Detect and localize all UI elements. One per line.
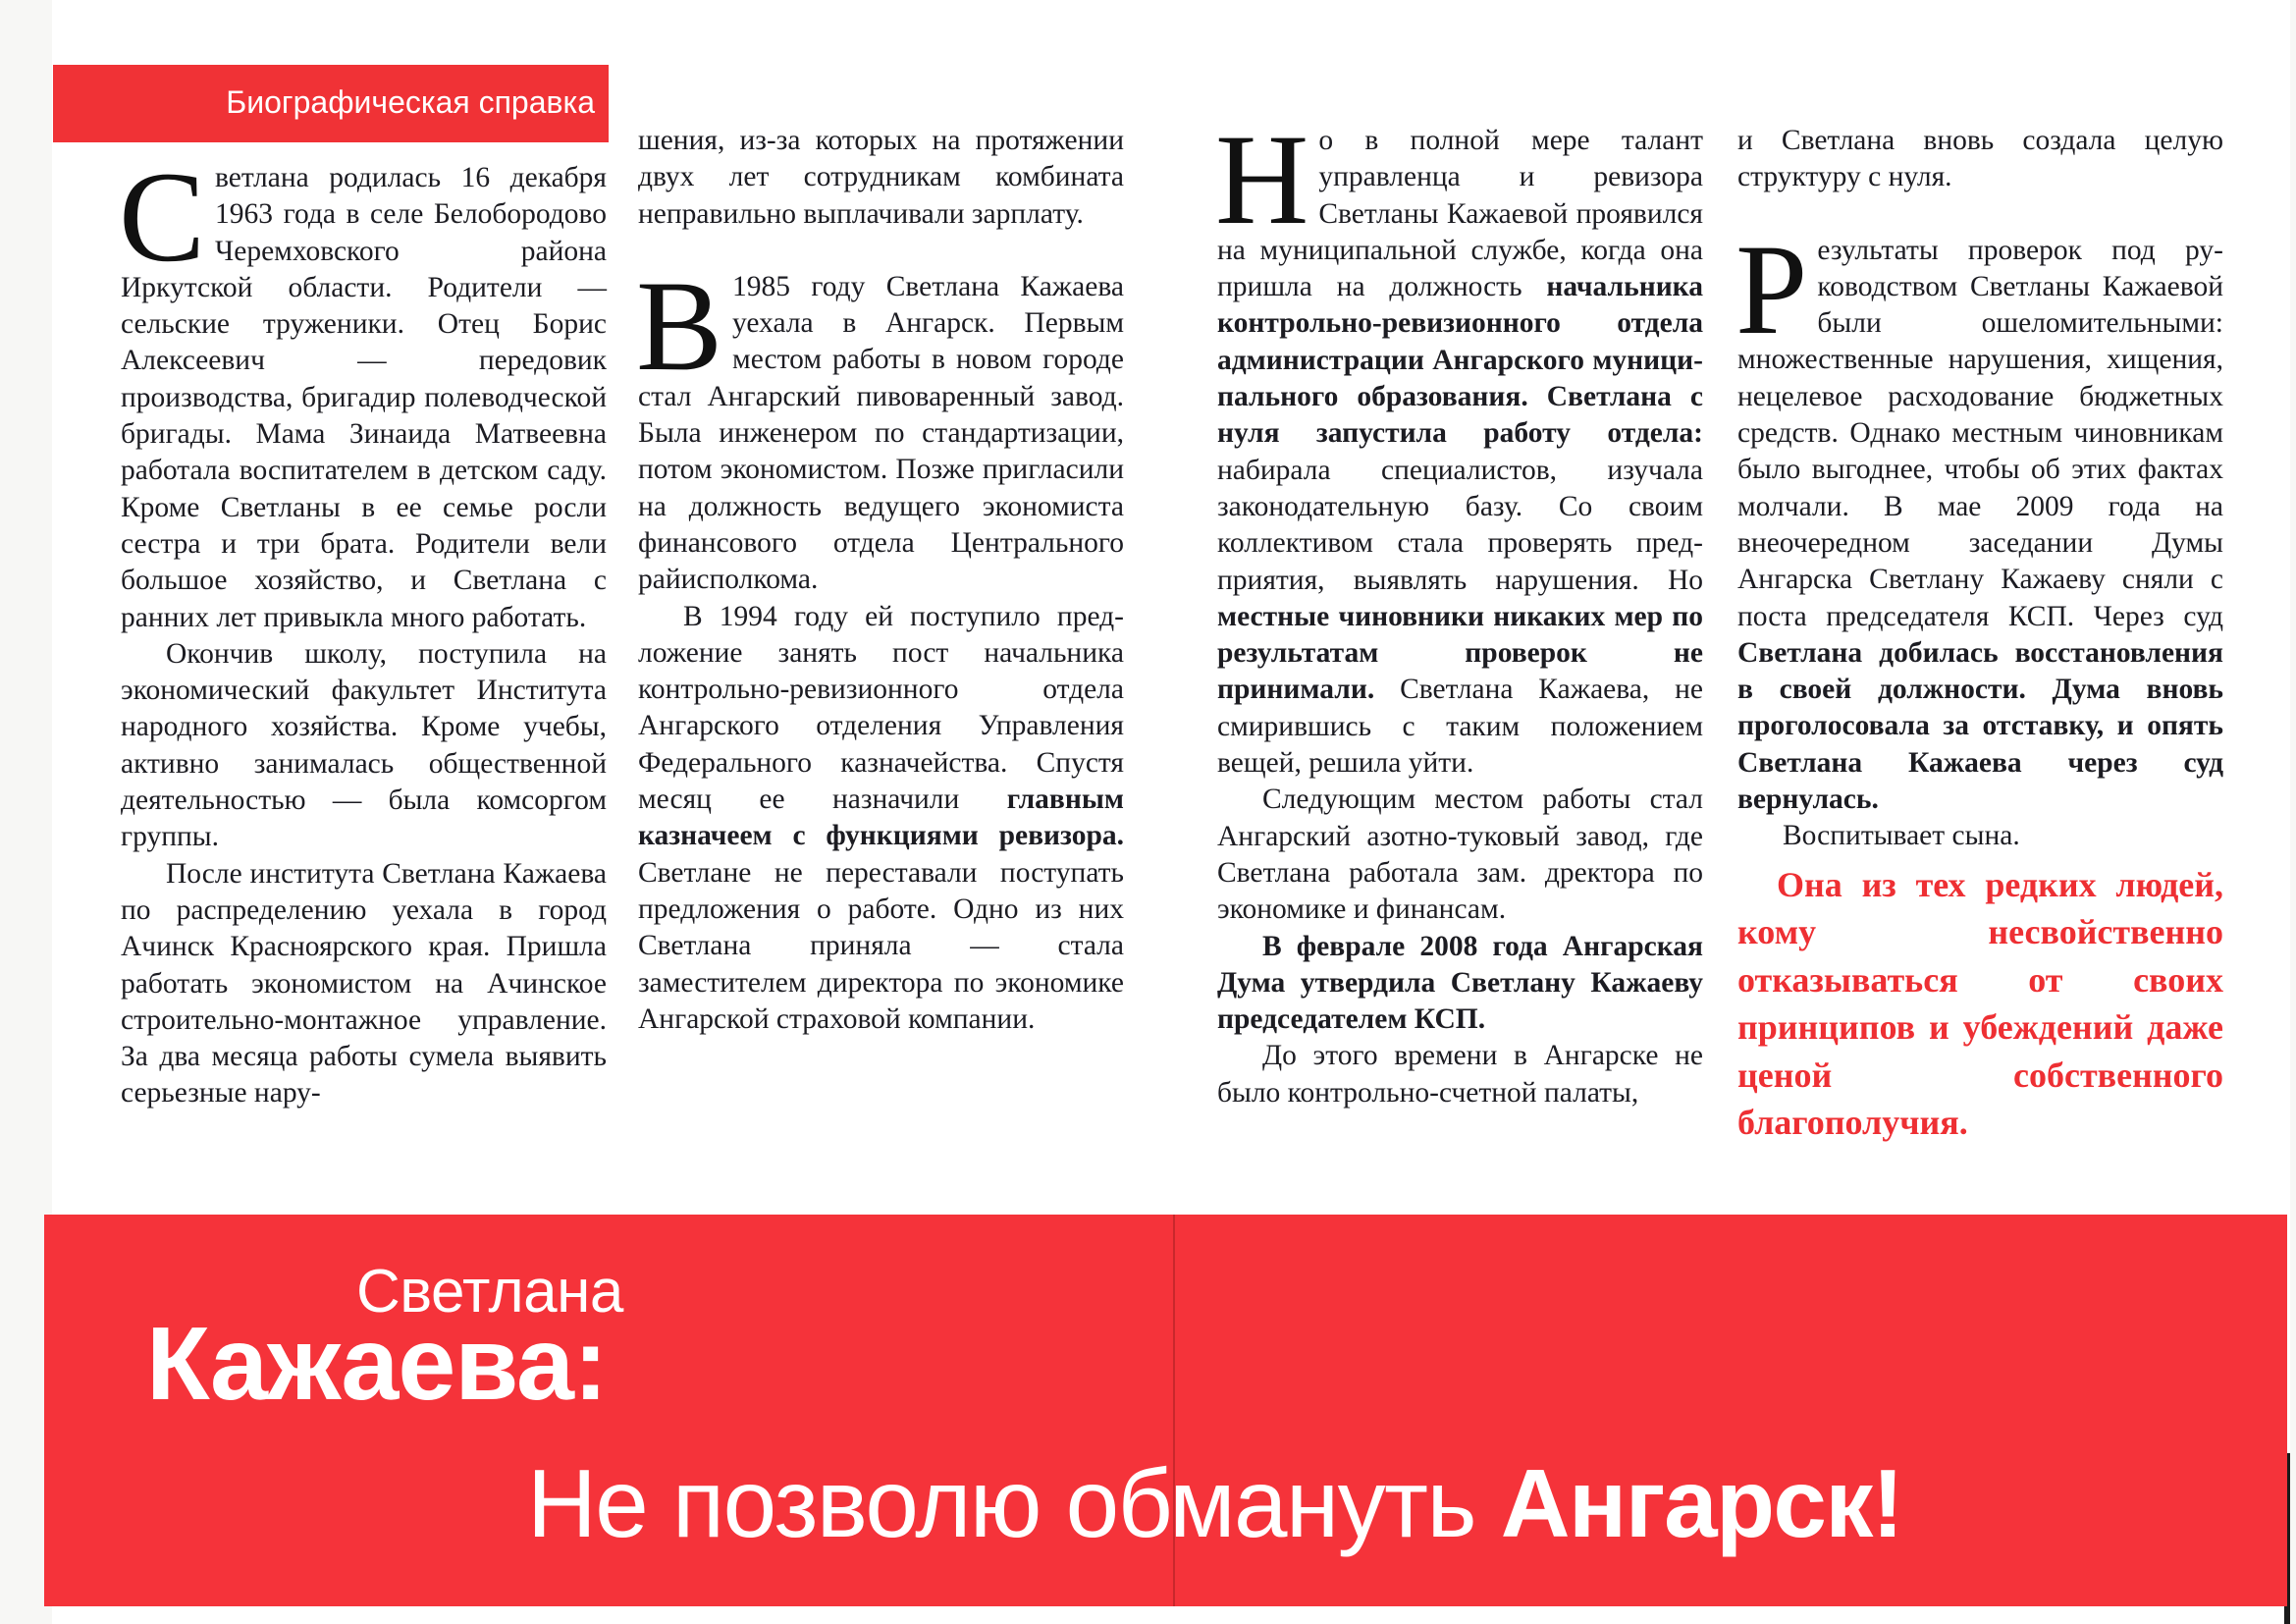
text: Светлана Кажаева, не смирившись с таким положением вещей, решила уйти. (1217, 674, 1703, 780)
column-2 (638, 123, 1124, 1038)
bold-text: Светлана добилась восстановления в своей должности. Дума вновь проголосовала за отставку, и опять Светлана Кажаева через суд вернулась. (1737, 636, 2223, 816)
column-1 (119, 144, 607, 1112)
paragraph (638, 599, 1124, 1039)
paragraph (1215, 107, 1703, 782)
bold-text: главным казначеем с функциями ревизора. (638, 784, 1124, 852)
paragraph: Воспитывает сына. (1783, 820, 2020, 852)
paragraph-text: 1985 году Светлана Кажаева уехала в Ангарск. Первым местом работы в новом городе стал Ангарский пивоваренный завод. Была инженером по стандартизации, потом экономистом. Позже пригласили на должность ведущего экономиста финансового отдела Центрального райисполкома. (638, 270, 1124, 596)
paragraph: и Светлана вновь создала целую структуру с нуля. (1737, 125, 2223, 193)
slogan (527, 1448, 1902, 1559)
slogan-banner (44, 1215, 2287, 1606)
candidate-last-name: Кажаева: (146, 1306, 608, 1422)
text: набирала специалистов, изучала законодательную базу. Со своим коллективом стала проверять предприятия, выявлять нарушения. Но (1217, 454, 1703, 596)
bold-text: местные чиновники никаких мер по результатам проверок не принимали. (1217, 600, 1703, 706)
bold-text: В феврале 2008 года Ангарская Дума утвердила Светлану Кажаеву председателем КСП. (1217, 930, 1703, 1036)
paragraph: Окончив школу, поступила на экономический факультет Института народного хозяйства. Кроме учебы, активно занималась общественной деятельностью — была комсоргом группы. (121, 637, 607, 853)
dropcap: В (636, 252, 723, 398)
dropcap: Н (1215, 107, 1309, 251)
dropcap: Р (1735, 216, 1808, 361)
paragraph-text: ветлана родилась 16 декабря 1963 года в селе Белобородово Черемховского района Иркутской области. Родители — сельские труженики. Отец Борис Алексеевич — передовик производства, бригадир полеводческой бригады. Мама Зинаида Матвеевна работала воспитателем в детском саду. Кроме Светланы в ее семье росли сестра и три брата. Родители вели большое хозяйство, и Светлана с ранних лет привыкла много работать. (121, 162, 607, 633)
candidate-first-name: Светлана (356, 1258, 623, 1326)
section-header (53, 65, 609, 142)
pull-quote: Она из тех редких людей, кому несвойственно отказываться от своих принципов и убеждений даже ценой собственного благополучия. (1737, 864, 2223, 1143)
text: о в полной мере талант управленца и ревизора Светланы Кажаевой проявился на муниципальной службе, когда она пришла на должность (1217, 125, 1703, 303)
text: езультаты проверок под руководством Светланы Кажаевой были ошеломительными: множественные нарушения, хищения, нецелевое расходование бюджетных средств. Однако местным чиновникам было выгоднее, чтобы об этих фактах молчали. В мае 2009 года на внеочередном заседании Думы Ангарска Светлану Кажаеву сняли с поста председателя КСП. Через суд (1737, 234, 2223, 632)
slogan-bold: Ангарск! (1500, 1449, 1903, 1557)
paragraph: После института Светлана Кажаева по распределению уехала в город Ачинск Красноярского края. Пришла работать экономистом на Ачинское строительно-монтажное управление. За два месяца работы сумела выявить серьезные нару- (121, 857, 607, 1110)
paragraph (119, 144, 607, 636)
paragraph: шения, из-за которых на протяжении двух лет сотрудникам комбината неправильно выплачивали зарплату. (638, 125, 1124, 230)
dropcap: С (119, 144, 206, 289)
bold-text: начальника контрольно-ревизионного отдела администрации Ангарского муниципального образования. Светлана с нуля запустила работу отдела: (1217, 271, 1703, 450)
text: В 1994 году ей поступило предложение занять пост начальника контрольно-ревизионного отдела Ангарского отделения Управления Федерального казначейства. Спустя месяц ее назначили (638, 600, 1124, 816)
column-4 (1737, 123, 2223, 1147)
paragraph (1217, 929, 1703, 1039)
slogan-regular: Не позволю обмануть (527, 1449, 1501, 1557)
text: Светлане не переставали поступать предложения о работе. Одно из них Светлана приняла — стала заместителем директора по экономике Ангарской страховой компании. (638, 856, 1124, 1035)
section-title: Биографическая справка (226, 84, 595, 120)
paragraph (1735, 216, 2223, 819)
paragraph: До этого времени в Ангарске не было контрольно-счетной палаты, (1217, 1040, 1703, 1109)
column-3 (1215, 107, 1703, 1111)
paragraph (636, 252, 1124, 599)
paragraph: Следующим местом работы стал Ангарский азотно-туковый завод, где Светлана работала зам. дректора по экономике и финансам. (1217, 784, 1703, 926)
